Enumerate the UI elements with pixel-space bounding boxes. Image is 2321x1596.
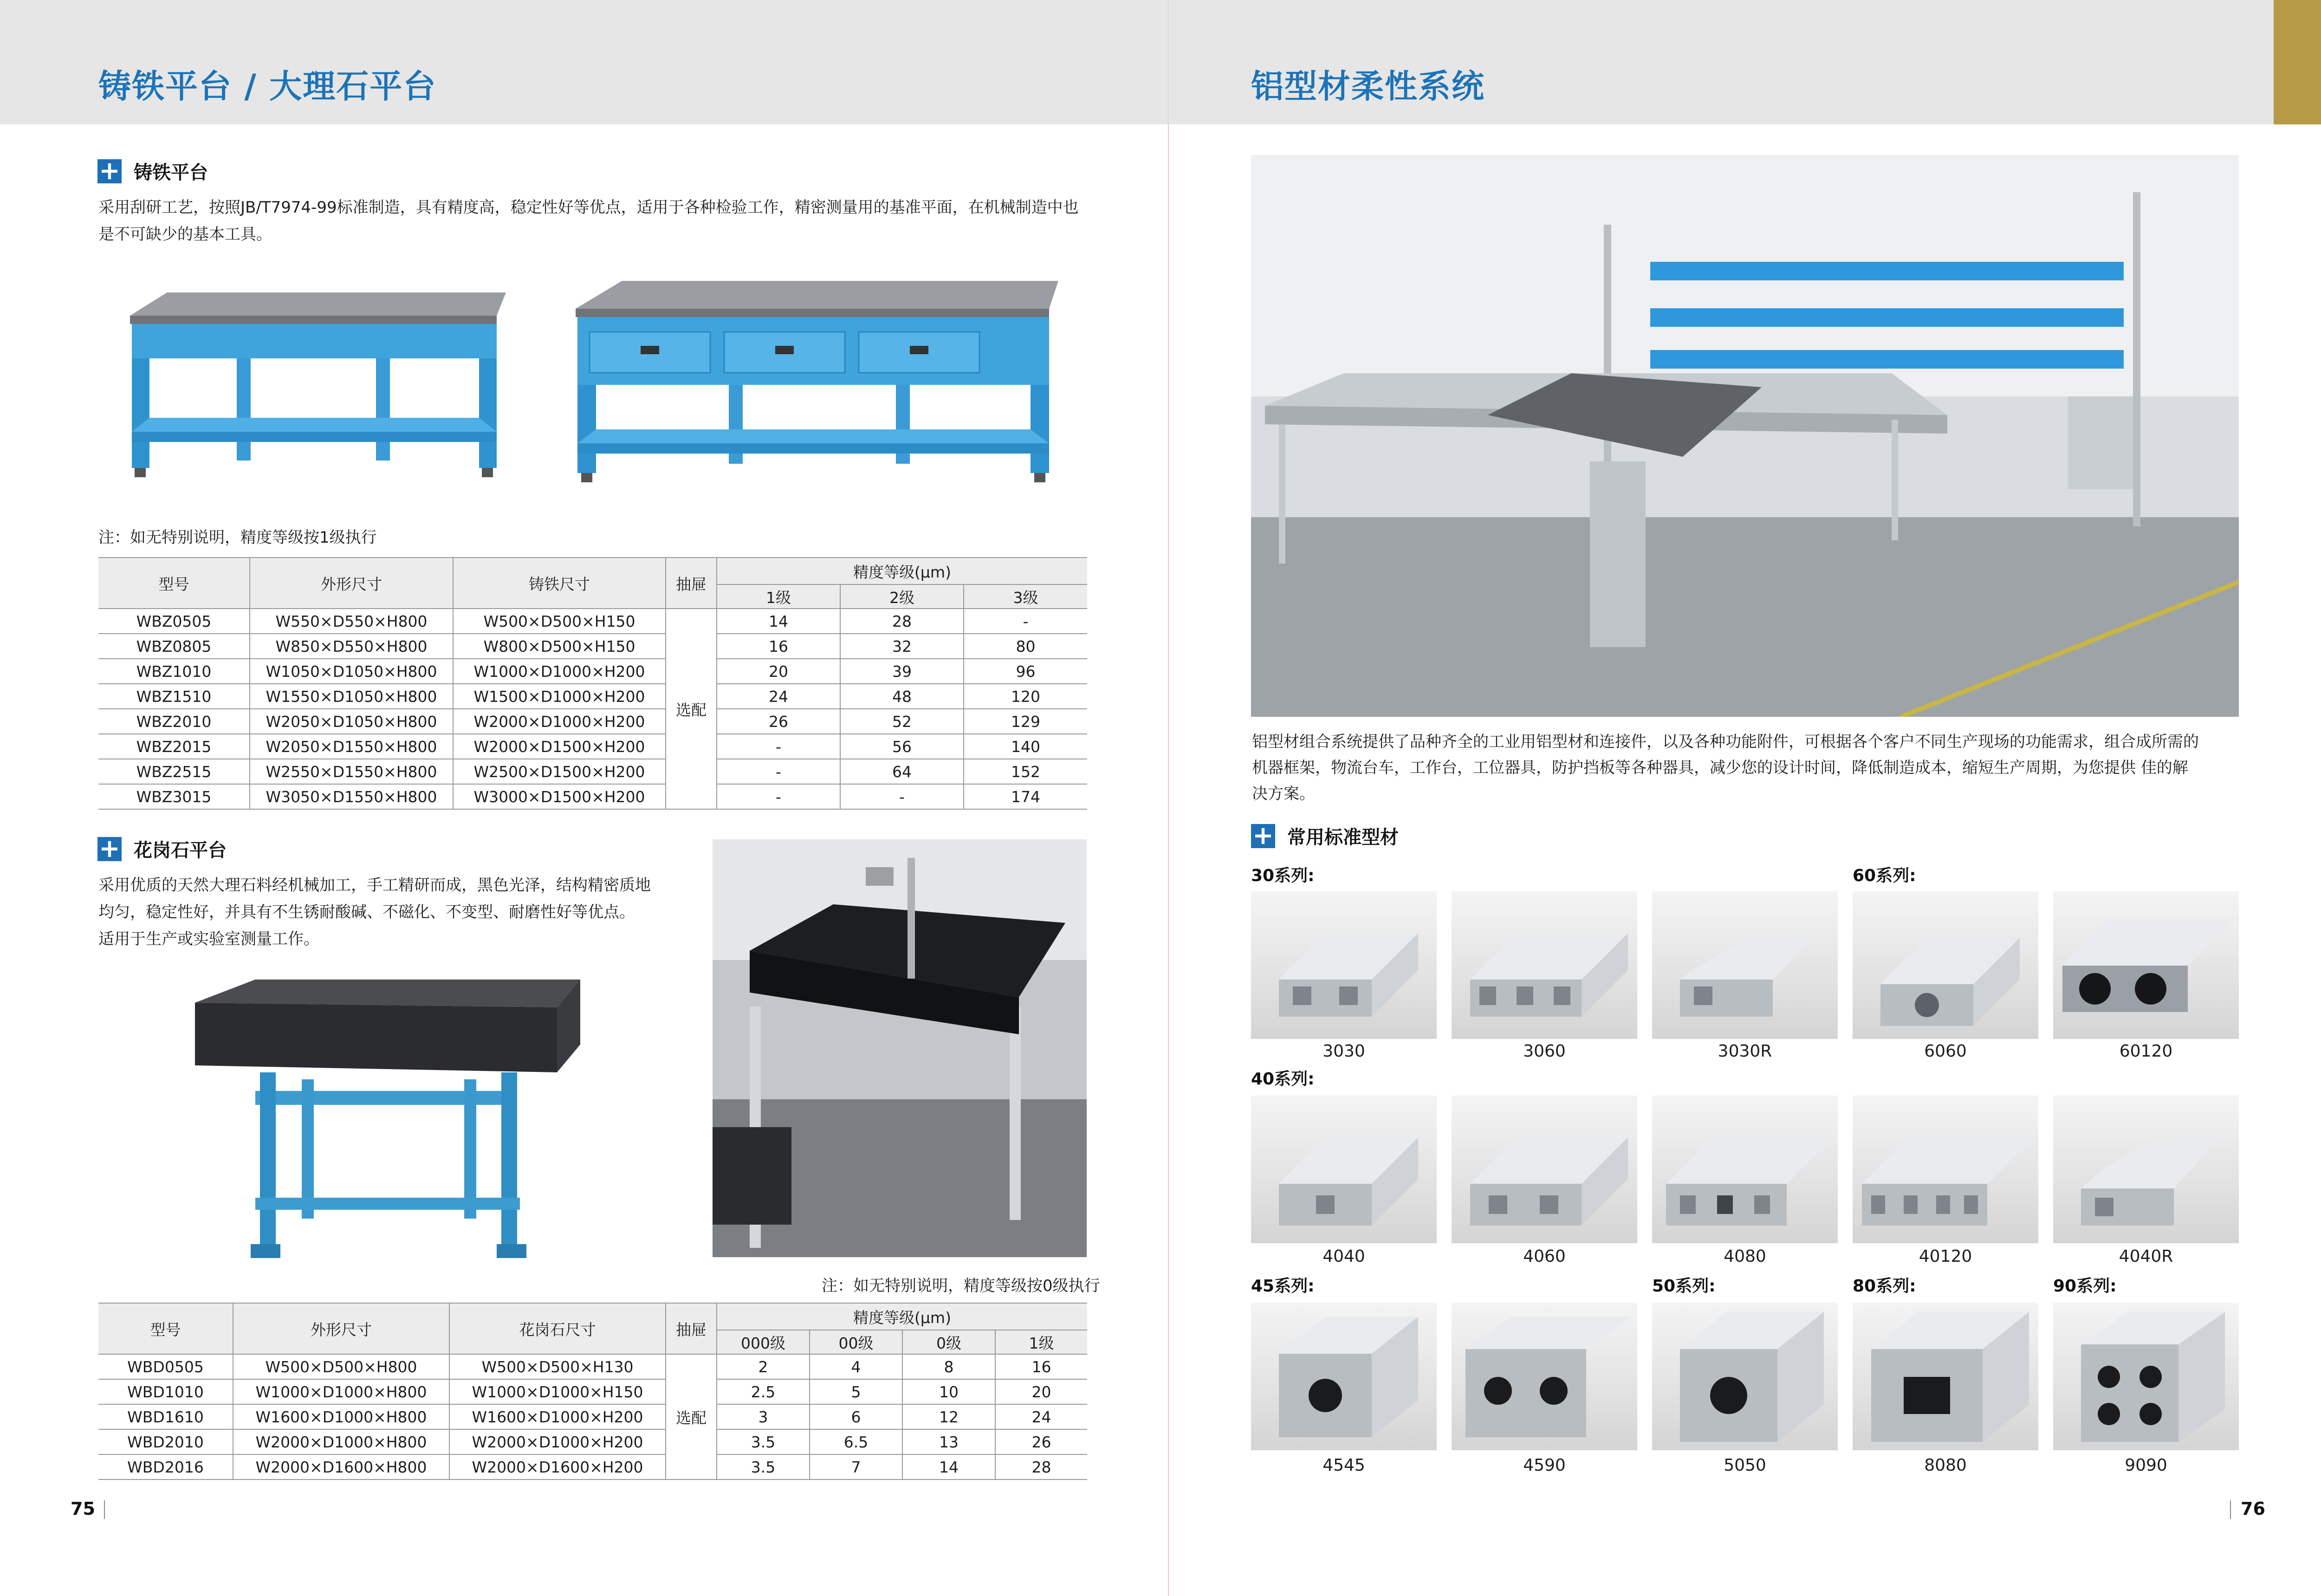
table-row [98, 709, 1087, 734]
description-line: 铝型材组合系统提供了品种齐全的工业用铝型材和连接件，以及各种功能附件，可根据各个客户不同生产现场的功能需求，组合成所需的 [1252, 733, 2199, 751]
description-line: 均匀，稳定性好，并具有不生锈耐酸碱、不磁化、不变型、耐磨性好等优点。 [98, 903, 635, 921]
table-row [98, 1354, 1087, 1379]
table-header: 型号 [98, 1303, 233, 1354]
page-number-divider [2230, 1500, 2231, 1519]
profile-caption: 3030R [1718, 1042, 1772, 1061]
table-cell: 2.5 [717, 1379, 810, 1404]
profile-image [1251, 1096, 1437, 1243]
table-cell: WBD1010 [98, 1379, 233, 1404]
table-cell: WBZ3015 [98, 784, 250, 809]
table-row [98, 684, 1087, 709]
series-label: 45系列: [1251, 1277, 1315, 1296]
page-number: 76 [2241, 1499, 2265, 1519]
profile-caption: 4545 [1323, 1456, 1365, 1475]
table-cell: 2 [717, 1354, 810, 1379]
table-row [98, 784, 1087, 809]
table-row [98, 759, 1087, 784]
granite-note: 注：如无特别说明，精度等级按0级执行 [822, 1277, 1100, 1295]
table-header: 外形尺寸 [250, 558, 453, 609]
table-cell: 39 [840, 659, 964, 684]
profile-caption: 3060 [1523, 1042, 1566, 1061]
table-cell: 32 [840, 634, 964, 659]
table-cell: W2050×D1550×H800 [250, 734, 453, 759]
table-row [98, 1429, 1087, 1454]
profile-image [2053, 891, 2239, 1039]
table-cell: 8 [902, 1354, 995, 1379]
series-label: 90系列: [2053, 1277, 2117, 1296]
table-cell: WBD2010 [98, 1429, 233, 1454]
right-page [1168, 0, 2321, 1596]
table-cell: W800×D500×H150 [453, 634, 666, 659]
table-cell: W2050×D1050×H800 [250, 709, 453, 734]
series-label: 80系列: [1853, 1277, 1916, 1296]
table-header: 精度等级(μm) [717, 558, 1087, 584]
table-subheader: 1级 [717, 584, 840, 609]
table-cell: WBD2016 [98, 1454, 233, 1479]
table-cell: 48 [840, 684, 964, 709]
table-cell: 52 [840, 709, 964, 734]
table-cell: - [840, 784, 964, 809]
profile-image [2053, 1303, 2239, 1450]
table-cell: WBZ2010 [98, 709, 250, 734]
table-cell: 16 [717, 634, 840, 659]
table-cell: W500×D500×H150 [453, 609, 666, 634]
profile-image [1853, 1096, 2038, 1243]
page-title: 铸铁平台 / 大理石平台 [98, 67, 437, 105]
table-cell: WBZ0505 [98, 609, 250, 634]
profile-caption: 4040R [2119, 1247, 2173, 1266]
cast-iron-bench-with-drawers-image [571, 276, 1063, 499]
table-cell: W3050×D1550×H800 [250, 784, 453, 809]
table-cell: 56 [840, 734, 964, 759]
table-cell: 14 [717, 609, 840, 634]
series-label: 50系列: [1652, 1277, 1716, 1296]
table-row [98, 1404, 1087, 1429]
profile-image [1652, 1096, 1838, 1243]
profile-image [1652, 1303, 1838, 1450]
table-cell: 64 [840, 759, 964, 784]
gold-corner-tab [2274, 0, 2321, 124]
description-line: 决方案。 [1252, 785, 1315, 803]
table-cell: W1000×D1000×H150 [449, 1379, 666, 1404]
profile-image [1251, 1303, 1437, 1450]
profile-caption: 9090 [2125, 1456, 2167, 1475]
table-header: 抽屉 [666, 558, 717, 609]
page-number: 75 [71, 1499, 95, 1519]
table-cell: 28 [995, 1454, 1087, 1479]
page-number-divider [104, 1500, 105, 1519]
table-header: 铸铁尺寸 [453, 558, 666, 609]
drawer-option-cell: 选配 [666, 609, 717, 809]
table-cell: W500×D500×H130 [449, 1354, 666, 1379]
table-cell: - [964, 609, 1087, 634]
profile-caption: 4590 [1523, 1456, 1566, 1475]
profile-image [1853, 1303, 2038, 1450]
table-cell: W2550×D1550×H800 [250, 759, 453, 784]
table-cell: 80 [964, 634, 1087, 659]
table-cell: 3.5 [717, 1454, 810, 1479]
profile-caption: 4080 [1724, 1247, 1766, 1266]
table-cell: 6.5 [810, 1429, 902, 1454]
section-heading-granite [97, 833, 227, 863]
table-cell: 26 [717, 709, 840, 734]
profile-image [1452, 891, 1637, 1039]
table-subheader: 000级 [717, 1330, 810, 1354]
table-cell: W1500×D1000×H200 [453, 684, 666, 709]
plus-icon: + [97, 159, 122, 183]
table-header: 外形尺寸 [233, 1303, 449, 1354]
table-cell: WBZ0805 [98, 634, 250, 659]
profile-caption: 60120 [2119, 1042, 2173, 1061]
table-cell: 20 [995, 1379, 1087, 1404]
series-label: 60系列: [1853, 866, 1916, 885]
table-cell: 13 [902, 1429, 995, 1454]
table-cell: 152 [964, 759, 1087, 784]
table-row [98, 734, 1087, 759]
table-cell: 7 [810, 1454, 902, 1479]
table-cell: 174 [964, 784, 1087, 809]
profile-caption: 4060 [1523, 1247, 1566, 1266]
profile-caption: 4040 [1323, 1247, 1365, 1266]
table-cell: W1600×D1000×H800 [233, 1404, 449, 1429]
table-cell: 120 [964, 684, 1087, 709]
profile-caption: 5050 [1724, 1456, 1766, 1475]
table-cell: WBZ1510 [98, 684, 250, 709]
plus-icon: + [97, 837, 122, 861]
granite-lab-photo [713, 839, 1087, 1257]
table-cell: W2000×D1600×H200 [449, 1454, 666, 1479]
aluminum-system-description [1252, 729, 2250, 807]
table-header: 花岗石尺寸 [449, 1303, 666, 1354]
table-cell: WBZ2015 [98, 734, 250, 759]
table-cell: 140 [964, 734, 1087, 759]
table-cell: W2000×D1500×H200 [453, 734, 666, 759]
table-subheader: 00级 [810, 1330, 902, 1354]
table-cell: 14 [902, 1454, 995, 1479]
table-cell: - [717, 734, 840, 759]
series-label: 40系列: [1251, 1070, 1315, 1089]
table-cell: W1000×D1000×H200 [453, 659, 666, 684]
table-row [98, 1454, 1087, 1479]
table-cell: 10 [902, 1379, 995, 1404]
table-cell: 24 [717, 684, 840, 709]
profile-caption: 40120 [1919, 1247, 1972, 1266]
table-cell: - [717, 759, 840, 784]
table-subheader: 0级 [902, 1330, 995, 1354]
table-cell: 12 [902, 1404, 995, 1429]
table-cell: W500×D500×H800 [233, 1354, 449, 1379]
table-subheader: 2级 [840, 584, 964, 609]
profile-image [1452, 1096, 1637, 1243]
table-cell: 20 [717, 659, 840, 684]
table-cell: 28 [840, 609, 964, 634]
cast-iron-description: 采用刮研工艺，按照JB/T7974-99标准制造，具有精度高，稳定性好等优点，适用于各种检验工作，精密测量用的基准平面，在机械制造中也是不可缺少的基本工具。 [98, 198, 1079, 244]
granite-spec-table [98, 1303, 1087, 1480]
cast-iron-bench-image [125, 288, 511, 492]
table-subheader: 1级 [995, 1330, 1087, 1354]
granite-table-image [186, 975, 585, 1272]
granite-description [98, 872, 716, 953]
table-cell: WBD0505 [98, 1354, 233, 1379]
profile-caption: 6060 [1924, 1042, 1967, 1061]
table-cell: 3 [717, 1404, 810, 1429]
section-title: 花岗石平台 [134, 840, 227, 861]
table-cell: W1550×D1050×H800 [250, 684, 453, 709]
table-header: 抽屉 [666, 1303, 717, 1354]
cast-iron-spec-table [98, 557, 1087, 810]
table-cell: W2000×D1600×H800 [233, 1454, 449, 1479]
section-title: 常用标准型材 [1287, 827, 1399, 848]
table-cell: W2500×D1500×H200 [453, 759, 666, 784]
table-cell: 5 [810, 1379, 902, 1404]
profile-image [1251, 891, 1437, 1039]
table-cell: W2000×D1000×H200 [449, 1429, 666, 1454]
plus-icon: + [1251, 824, 1275, 848]
profile-image [1452, 1303, 1637, 1450]
table-row [98, 1379, 1087, 1404]
section-heading-profiles [1251, 820, 1399, 850]
section-title: 铸铁平台 [134, 162, 208, 183]
description-line: 适用于生产或实验室测量工作。 [98, 930, 319, 948]
table-header: 精度等级(μm) [717, 1303, 1087, 1330]
table-cell: W850×D550×H800 [250, 634, 453, 659]
table-header: 型号 [98, 558, 250, 609]
table-cell: W550×D550×H800 [250, 609, 453, 634]
drawer-option-cell: 选配 [666, 1354, 717, 1479]
page-title: 铝型材柔性系统 [1251, 67, 1485, 105]
table-cell: W2000×D1000×H800 [233, 1429, 449, 1454]
table-cell: W1000×D1000×H800 [233, 1379, 449, 1404]
table-cell: 24 [995, 1404, 1087, 1429]
table-cell: WBZ2515 [98, 759, 250, 784]
table-cell: WBD1610 [98, 1404, 233, 1429]
profile-image [2053, 1096, 2239, 1243]
table-cell: 16 [995, 1354, 1087, 1379]
table-cell: 129 [964, 709, 1087, 734]
profile-caption: 8080 [1924, 1456, 1967, 1475]
description-line: 采用优质的天然大理石料经机械加工，手工精研而成，黑色光泽，结构精密质地 [98, 876, 651, 895]
table-cell: W2000×D1000×H200 [453, 709, 666, 734]
table-cell: W1050×D1050×H800 [250, 659, 453, 684]
aluminum-workshop-photo [1251, 155, 2239, 717]
table-subheader: 3级 [964, 584, 1087, 609]
table-cell: 26 [995, 1429, 1087, 1454]
series-label: 30系列: [1251, 866, 1315, 885]
cast-iron-note: 注：如无特别说明，精度等级按1级执行 [98, 528, 377, 547]
table-cell: 6 [810, 1404, 902, 1429]
table-row [98, 659, 1087, 684]
table-cell: - [717, 784, 840, 809]
profile-image [1652, 891, 1838, 1039]
profile-caption: 3030 [1323, 1042, 1365, 1061]
section-heading-cast-iron [97, 158, 208, 184]
table-cell: 96 [964, 659, 1087, 684]
table-row [98, 609, 1087, 634]
profile-image [1853, 891, 2038, 1039]
table-cell: W1600×D1000×H200 [449, 1404, 666, 1429]
table-row [98, 634, 1087, 659]
table-cell: WBZ1010 [98, 659, 250, 684]
table-cell: 4 [810, 1354, 902, 1379]
table-cell: 3.5 [717, 1429, 810, 1454]
table-cell: W3000×D1500×H200 [453, 784, 666, 809]
description-line: 机器框架，物流台车，工作台，工位器具，防护挡板等各种器具，减少您的设计时间，降低制造成本，缩短生产周期，为您提供 佳的解 [1252, 759, 2188, 777]
